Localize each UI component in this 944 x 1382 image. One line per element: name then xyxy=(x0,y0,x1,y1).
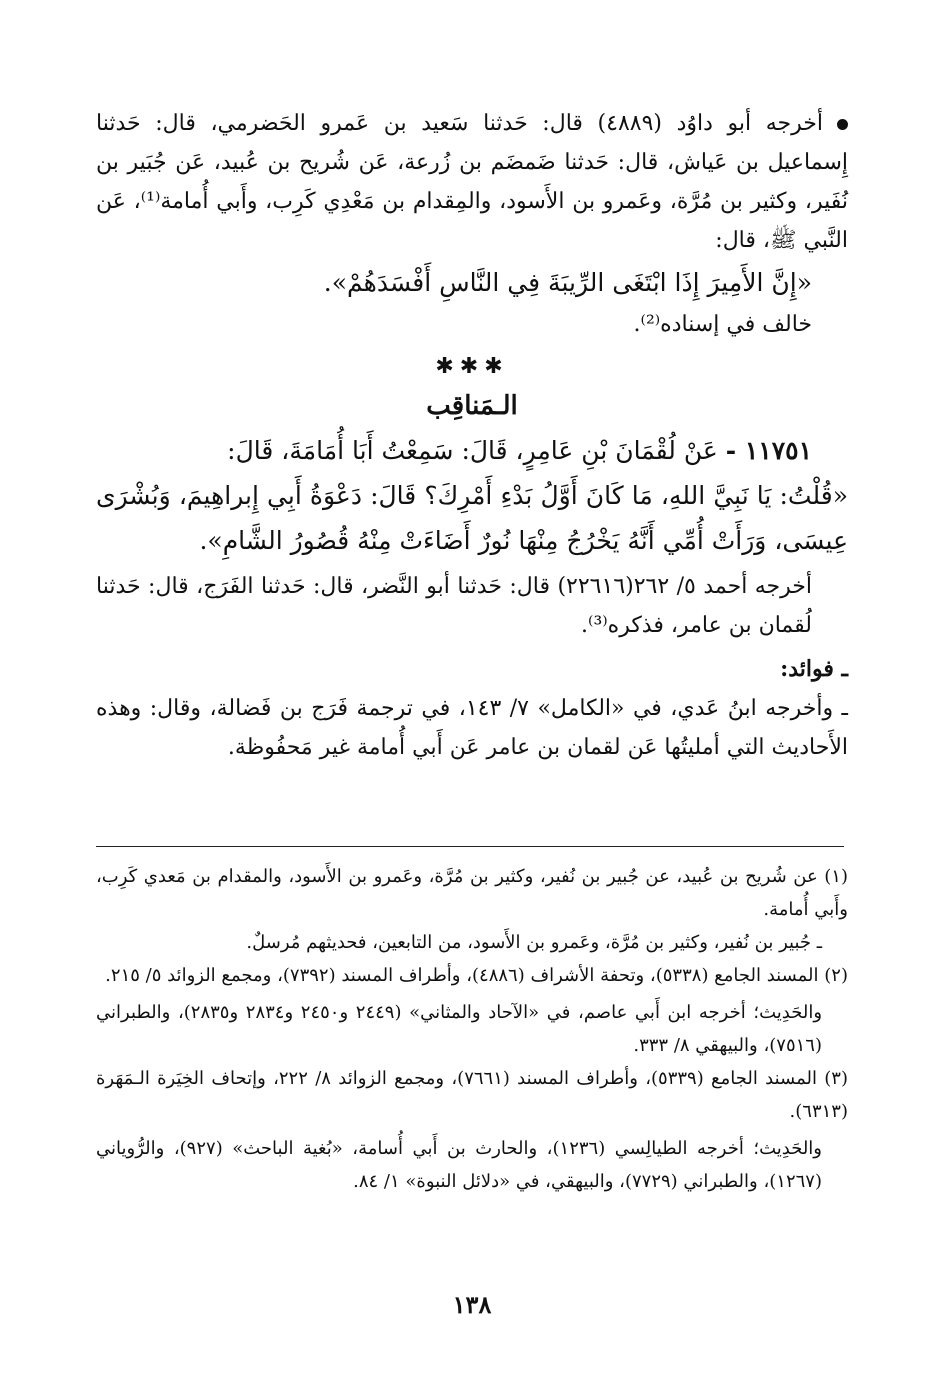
benefits-label: ـ فوائد: xyxy=(780,656,848,682)
hadith-quote-1: «إِنَّ الأَمِيرَ إِذَا ابْتَغَى الرِّيبَةَ فِي النَّاسِ أَفْسَدَهُمْ». xyxy=(323,268,812,297)
footnote-3-note: والحَدِيث؛ أخرجه الطيالِسي (١٢٣٦)، والحارث بن أَبي أُسامة، «بُغية الباحث» (٩٢٧)، والرُّوياني (١٢٦٧)، والطبراني (٧٧٢٩)، والبيهقي، في «دلائل النبوة» ١/ ٨٤. xyxy=(96,1138,822,1192)
hadith-intro-text: عَنْ لُقْمَانَ بْنِ عَامِرٍ، قَالَ: سَمِعْتُ أَبَا أُمَامَةَ، قَالَ: xyxy=(227,436,718,465)
benefits-text: ـ وأخرجه ابنُ عَدي، في «الكامل» ٧/ ١٤٣، في ترجمة فَرَج بن فَضالة، وقال: وهذه الأَحاديث التي أمليتُها عَن لقمان بن عامر عَن أَبي أُمامة غير مَحفُوظة. xyxy=(96,696,849,760)
hadith-number: ١١٧٥١ - xyxy=(725,436,812,465)
takhrij-paragraph-1 xyxy=(96,104,848,260)
footnotes xyxy=(96,860,848,1198)
page-number: ١٣٨ xyxy=(452,1290,492,1319)
isnad-note: خالف في إسناده⁽²⁾. xyxy=(633,312,812,337)
bullet-icon xyxy=(837,119,848,130)
section-title: الـمَناقِب xyxy=(426,391,518,421)
footnote-1: (١) عن شُريح بن عُبيد، عن جُبير بن نُفير، وكثير بن مُرَّة، وعَمرو بن الأَسود، والمقدام بن مَعدي كَرِب، وأَبي أُمامة. xyxy=(96,866,848,920)
footnote-2: (٢) المسند الجامع (٥٣٣٨)، وتحفة الأشراف (٤٨٨٦)، وأطراف المسند (٧٣٩٢)، ومجمع الزوائد ٥/ ٢١٥. xyxy=(105,965,848,986)
main-text xyxy=(96,104,848,767)
hadith-intro xyxy=(96,428,848,473)
takhrij-paragraph-2: أخرجه أحمد ٥/ ٢٦٢(٢٢٦١٦) قال: حَدثنا أبو النَّضر، قال: حَدثنا الفَرَج، قال: حَدثنا لُقمان بن عامر، فذكره⁽³⁾. xyxy=(96,574,812,638)
hadith-quote-2: «قُلْتُ: يَا نَبِيَّ اللهِ، مَا كَانَ أَوَّلُ بَدْءِ أَمْرِكَ؟ قَالَ: دَعْوَةُ أَبِي إِبراهِيمَ، وَبُشْرَى عِيسَى، وَرَأَتْ أُمِّي أَنَّهُ يَخْرُجُ مِنْهَا نُورٌ أَضَاءَتْ مِنْهُ قُصُورُ الشَّامِ». xyxy=(96,481,848,555)
footnote-1-note: ـ جُبير بن نُفير، وكثير بن مُرَّة، وعَمرو بن الأَسود، من التابعين، فحديثهم مُرسلٌ. xyxy=(246,932,822,953)
takhrij-paragraph-1-text: أخرجه أبو داوُد (٤٨٨٩) قال: حَدثنا سَعيد بن عَمرو الحَضرمي، قال: حَدثنا إِسماعيل بن عَياش، قال: حَدثنا ضَمضَم بن زُرعة، عَن شُريح بن عُبيد، عَن جُبَير بن نُفَير، وكثير بن مُرَّة، وعَمرو بن الأَسود، والمِقدام بن مَعْدِي كَرِب، وأَبي أُمامة⁽¹⁾، عَن النَّبي ﷺ، قال: xyxy=(96,111,848,253)
footnote-2-note: والحَدِيث؛ أخرجه ابن أَبي عاصم، في «الآحاد والمثاني» (٢٤٤٩ و٢٤٥٠ و٢٨٣٤ و٢٨٣٥)، والطبراني (٧٥١٦)، والبيهقي ٨/ ٣٣٣. xyxy=(96,1002,823,1056)
footnote-divider xyxy=(96,846,844,847)
section-separator: ✱✱✱ xyxy=(435,354,509,379)
footnote-3: (٣) المسند الجامع (٥٣٣٩)، وأطراف المسند (٧٦٦١)، ومجمع الزوائد ٨/ ٢٢٢، وإتحاف الخِيَرة الـمَهَرة (٦٣١٣). xyxy=(96,1068,848,1122)
